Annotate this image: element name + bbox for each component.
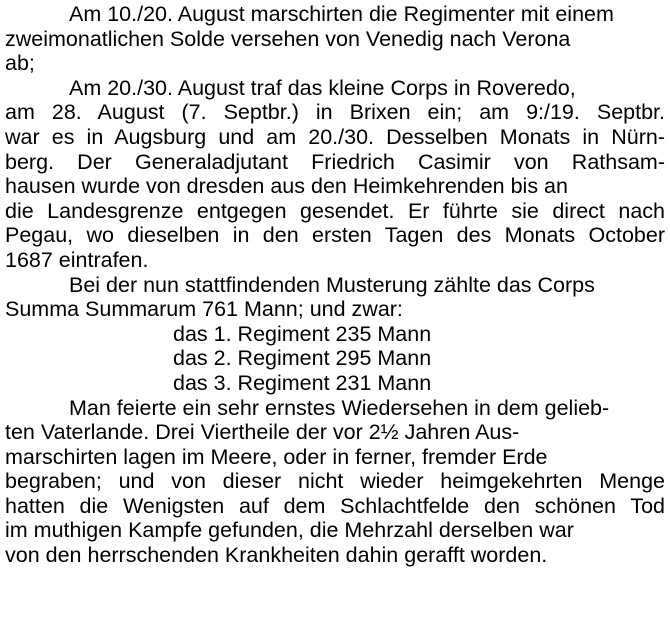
text-line: ab;	[5, 51, 35, 76]
text-line: am 28. August (7. Septbr.) in Brixen ein; am 9:/19. Septbr.	[5, 100, 665, 125]
text-line: marschirten lagen im Meere, oder in ferner, fremder Erde	[5, 444, 548, 469]
text-line: Bei der nun stattfindenden Musterung zählte das Corps	[69, 272, 595, 297]
text-line: zweimonatlichen Solde versehen von Venedig nach Verona	[5, 26, 571, 51]
text-line: 1687 eintrafen.	[5, 247, 149, 272]
text-line: Pegau, wo dieselben in den ersten Tagen des Monats October	[5, 223, 665, 248]
text-line: von den herrschenden Krankheiten dahin gerafft worden.	[5, 543, 548, 568]
text-line: Summa Summarum 761 Mann; und zwar:	[5, 297, 403, 322]
text-line: hatten die Wenigsten auf dem Schlachtfelde den schönen Tod	[5, 493, 665, 518]
text-line: Am 20./30. August traf das kleine Corps in Roveredo,	[69, 75, 576, 100]
text-line: begraben; und von dieser nicht wieder heimgekehrten Menge	[5, 469, 665, 494]
regiment-list-item: das 3. Regiment 231 Mann	[173, 370, 432, 395]
text-line: die Landesgrenze entgegen gesendet. Er führte sie direct nach	[5, 198, 665, 223]
text-line: im muthigen Kampfe gefunden, die Mehrzahl derselben war	[5, 518, 574, 543]
text-line: berg. Der Generaladjutant Friedrich Casimir von Rathsam-	[5, 149, 665, 174]
text-line: Man feierte ein sehr ernstes Wiedersehen in dem gelieb-	[69, 395, 610, 420]
regiment-list-item: das 2. Regiment 295 Mann	[173, 346, 432, 371]
text-line: Am 10./20. August marschirten die Regimenter mit einem	[69, 2, 614, 26]
text-line: ten Vaterlande. Drei Viertheile der vor 2½ Jahren Aus-	[5, 420, 520, 445]
text-line: war es in Augsburg und am 20./30. Desselben Monats in Nürn-	[5, 124, 665, 149]
regiment-list-item: das 1. Regiment 235 Mann	[173, 321, 432, 346]
text-line: hausen wurde von dresden aus den Heimkehrenden bis an	[5, 174, 568, 199]
